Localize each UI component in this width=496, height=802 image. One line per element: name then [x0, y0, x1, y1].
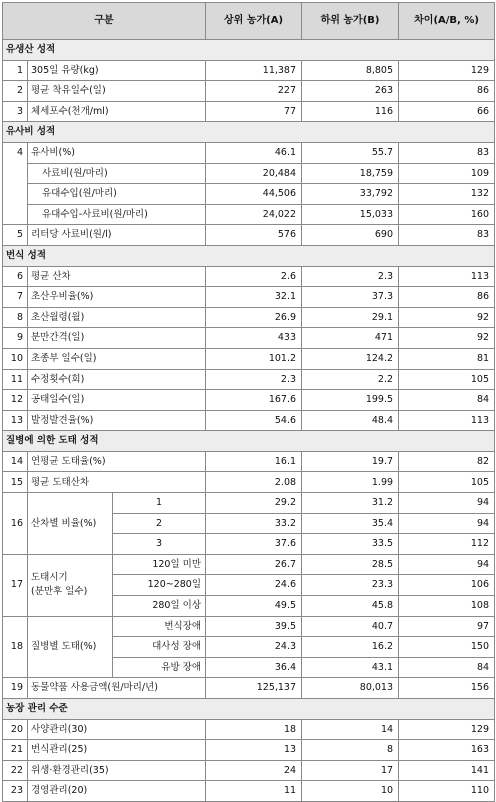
value-top: 11,387 [206, 60, 302, 81]
value-top: 37.6 [206, 534, 302, 555]
row-label: 사양관리(30) [28, 719, 206, 740]
value-top: 54.6 [206, 410, 302, 431]
value-bottom: 10 [302, 781, 399, 802]
row-number: 10 [3, 348, 28, 369]
sub-label: 120~280일 [113, 575, 206, 596]
value-bottom: 263 [302, 81, 399, 102]
value-diff: 97 [399, 616, 495, 637]
value-top: 24.3 [206, 637, 302, 658]
value-diff: 163 [399, 740, 495, 761]
value-diff: 83 [399, 142, 495, 163]
value-bottom: 28.5 [302, 554, 399, 575]
value-top: 49.5 [206, 596, 302, 617]
value-diff: 84 [399, 390, 495, 411]
section-title: 유생산 성적 [3, 40, 495, 61]
header-diff: 차이(A/B, %) [399, 3, 495, 40]
section-row [3, 40, 495, 61]
value-diff: 94 [399, 493, 495, 514]
value-top: 101.2 [206, 348, 302, 369]
value-top: 2.08 [206, 472, 302, 493]
value-diff: 105 [399, 472, 495, 493]
value-top: 433 [206, 328, 302, 349]
value-top: 26.9 [206, 307, 302, 328]
value-bottom: 23.3 [302, 575, 399, 596]
row-label: 초산월령(월) [28, 307, 206, 328]
value-diff: 83 [399, 225, 495, 246]
value-diff: 132 [399, 184, 495, 205]
value-bottom: 45.8 [302, 596, 399, 617]
value-bottom: 37.3 [302, 287, 399, 308]
section-row [3, 699, 495, 720]
value-bottom: 124.2 [302, 348, 399, 369]
value-bottom: 17 [302, 760, 399, 781]
header-top-farm: 상위 농가(A) [206, 3, 302, 40]
sub-label: 280일 이상 [113, 596, 206, 617]
table-row [3, 493, 495, 514]
value-diff: 112 [399, 534, 495, 555]
value-bottom: 33,792 [302, 184, 399, 205]
row-number: 12 [3, 390, 28, 411]
sub-label: 3 [113, 534, 206, 555]
value-diff: 129 [399, 60, 495, 81]
value-diff: 109 [399, 163, 495, 184]
value-top: 36.4 [206, 657, 302, 678]
value-top: 39.5 [206, 616, 302, 637]
value-diff: 156 [399, 678, 495, 699]
row-number: 22 [3, 760, 28, 781]
row-label: 305일 유량(kg) [28, 60, 206, 81]
value-top: 24.6 [206, 575, 302, 596]
row-number: 2 [3, 81, 28, 102]
value-diff: 150 [399, 637, 495, 658]
value-diff: 94 [399, 513, 495, 534]
row-label-group [28, 554, 113, 616]
value-bottom: 199.5 [302, 390, 399, 411]
table-row [3, 410, 495, 431]
row-label: 위생·환경관리(35) [28, 760, 206, 781]
table-row [3, 760, 495, 781]
table-row [3, 81, 495, 102]
header-row [3, 3, 495, 40]
value-bottom: 8 [302, 740, 399, 761]
value-bottom: 8,805 [302, 60, 399, 81]
table-row [3, 266, 495, 287]
value-top: 44,506 [206, 184, 302, 205]
table-row [3, 616, 495, 637]
value-bottom: 43.1 [302, 657, 399, 678]
table-row [3, 204, 495, 225]
row-number: 17 [3, 554, 28, 616]
value-bottom: 80,013 [302, 678, 399, 699]
value-bottom: 40.7 [302, 616, 399, 637]
row-label: 산차별 비율(%) [28, 493, 113, 555]
value-bottom: 31.2 [302, 493, 399, 514]
value-top: 24 [206, 760, 302, 781]
row-number: 3 [3, 101, 28, 122]
table-row [3, 451, 495, 472]
sub-label: 번식장애 [113, 616, 206, 637]
row-label: 평균 도태산차 [28, 472, 206, 493]
value-diff: 92 [399, 328, 495, 349]
row-label: 초종부 일수(일) [28, 348, 206, 369]
row-number: 5 [3, 225, 28, 246]
value-top: 167.6 [206, 390, 302, 411]
row-label: 도태시기 [31, 571, 68, 583]
value-bottom: 1.99 [302, 472, 399, 493]
value-diff: 106 [399, 575, 495, 596]
value-diff: 110 [399, 781, 495, 802]
table-row [3, 554, 495, 575]
value-top: 11 [206, 781, 302, 802]
header-category: 구분 [3, 3, 206, 40]
value-bottom: 35.4 [302, 513, 399, 534]
table-row [3, 472, 495, 493]
row-label: 유대수입(원/마리) [28, 184, 206, 205]
value-top: 13 [206, 740, 302, 761]
value-top: 32.1 [206, 287, 302, 308]
table-row [3, 307, 495, 328]
row-number: 14 [3, 451, 28, 472]
value-top: 125,137 [206, 678, 302, 699]
value-diff: 94 [399, 554, 495, 575]
row-number: 21 [3, 740, 28, 761]
value-diff: 92 [399, 307, 495, 328]
row-number: 1 [3, 60, 28, 81]
row-label: 평균 산차 [28, 266, 206, 287]
value-bottom: 33.5 [302, 534, 399, 555]
value-top: 33.2 [206, 513, 302, 534]
table-row [3, 369, 495, 390]
row-label: 질병별 도태(%) [28, 616, 113, 678]
value-top: 227 [206, 81, 302, 102]
row-label: 수정횟수(회) [28, 369, 206, 390]
value-diff: 82 [399, 451, 495, 472]
table-row [3, 781, 495, 802]
table-row [3, 60, 495, 81]
value-bottom: 18,759 [302, 163, 399, 184]
value-bottom: 14 [302, 719, 399, 740]
table-row [3, 348, 495, 369]
value-diff: 86 [399, 81, 495, 102]
row-label: 리터당 사료비(원/l) [28, 225, 206, 246]
value-diff: 86 [399, 287, 495, 308]
value-bottom: 2.2 [302, 369, 399, 390]
table-row [3, 328, 495, 349]
row-label: 유사비(%) [28, 142, 206, 163]
row-number: 4 [3, 142, 28, 224]
value-bottom: 29.1 [302, 307, 399, 328]
value-diff: 66 [399, 101, 495, 122]
value-bottom: 19.7 [302, 451, 399, 472]
value-diff: 108 [399, 596, 495, 617]
value-bottom: 2.3 [302, 266, 399, 287]
value-diff: 141 [399, 760, 495, 781]
section-row [3, 431, 495, 452]
row-number: 9 [3, 328, 28, 349]
row-number: 16 [3, 493, 28, 555]
value-top: 77 [206, 101, 302, 122]
value-bottom: 16.2 [302, 637, 399, 658]
section-row [3, 245, 495, 266]
section-title: 질병에 의한 도태 성적 [3, 431, 495, 452]
row-label: 경영관리(20) [28, 781, 206, 802]
farm-comparison-table [2, 2, 495, 802]
value-top: 2.3 [206, 369, 302, 390]
row-label: 분만간격(일) [28, 328, 206, 349]
table-row [3, 163, 495, 184]
value-diff: 160 [399, 204, 495, 225]
row-number: 6 [3, 266, 28, 287]
value-top: 20,484 [206, 163, 302, 184]
row-number: 11 [3, 369, 28, 390]
sub-label: 2 [113, 513, 206, 534]
table-row [3, 142, 495, 163]
value-bottom: 471 [302, 328, 399, 349]
table-row [3, 225, 495, 246]
row-label: 공태일수(일) [28, 390, 206, 411]
value-bottom: 15,033 [302, 204, 399, 225]
value-diff: 105 [399, 369, 495, 390]
value-top: 26.7 [206, 554, 302, 575]
table-row [3, 678, 495, 699]
value-top: 29.2 [206, 493, 302, 514]
row-number: 18 [3, 616, 28, 678]
table-row [3, 184, 495, 205]
row-number: 13 [3, 410, 28, 431]
table-row [3, 101, 495, 122]
row-label: 발정발견율(%) [28, 410, 206, 431]
row-number: 19 [3, 678, 28, 699]
value-diff: 84 [399, 657, 495, 678]
row-label: 번식관리(25) [28, 740, 206, 761]
value-bottom: 48.4 [302, 410, 399, 431]
section-title: 유사비 성적 [3, 122, 495, 143]
row-number: 23 [3, 781, 28, 802]
row-label: 초산우비율(%) [28, 287, 206, 308]
sub-label: 1 [113, 493, 206, 514]
table-row [3, 740, 495, 761]
section-row [3, 122, 495, 143]
table-row [3, 390, 495, 411]
value-top: 18 [206, 719, 302, 740]
row-number: 7 [3, 287, 28, 308]
value-top: 576 [206, 225, 302, 246]
row-label: 평균 착유일수(일) [28, 81, 206, 102]
value-bottom: 690 [302, 225, 399, 246]
value-top: 16.1 [206, 451, 302, 472]
row-label: 연평균 도태율(%) [28, 451, 206, 472]
value-top: 2.6 [206, 266, 302, 287]
table-row [3, 287, 495, 308]
section-title: 번식 성적 [3, 245, 495, 266]
value-bottom: 116 [302, 101, 399, 122]
value-top: 46.1 [206, 142, 302, 163]
row-label: 유대수입-사료비(원/마리) [28, 204, 206, 225]
sub-label: 120일 미만 [113, 554, 206, 575]
row-label: 체세포수(천개/ml) [28, 101, 206, 122]
value-top: 24,022 [206, 204, 302, 225]
value-diff: 113 [399, 410, 495, 431]
row-number: 15 [3, 472, 28, 493]
row-label: 사료비(원/마리) [28, 163, 206, 184]
row-label: 동물약품 사용금액(원/마리/년) [28, 678, 206, 699]
value-diff: 129 [399, 719, 495, 740]
table-row [3, 719, 495, 740]
row-number: 20 [3, 719, 28, 740]
sub-label: 대사성 장애 [113, 637, 206, 658]
sub-label: 유방 장애 [113, 657, 206, 678]
value-bottom: 55.7 [302, 142, 399, 163]
section-title: 농장 관리 수준 [3, 699, 495, 720]
row-number: 8 [3, 307, 28, 328]
value-diff: 113 [399, 266, 495, 287]
row-label-note: (분만후 일수) [31, 586, 88, 598]
value-diff: 81 [399, 348, 495, 369]
header-bottom-farm: 하위 농가(B) [302, 3, 399, 40]
